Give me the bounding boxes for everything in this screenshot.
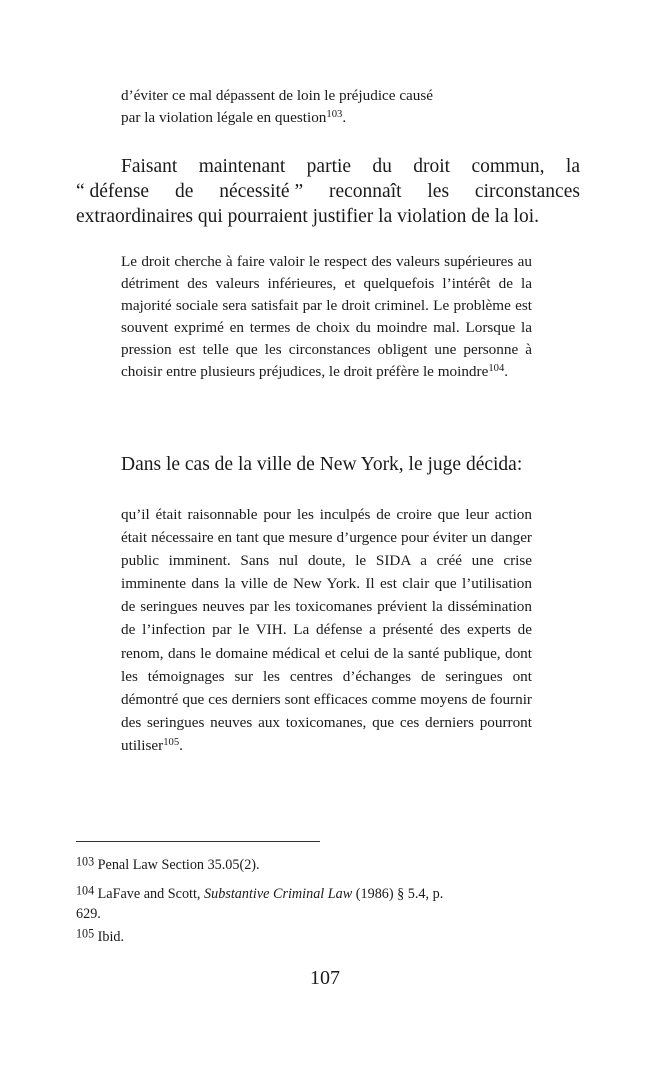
p1-word: circonstances [474, 181, 580, 202]
quote-top-end-punct: . [342, 109, 347, 126]
quote-bottom-end-punct: . [179, 736, 183, 754]
p1-word: de [174, 181, 194, 202]
paragraph-2-text: Dans le cas de la ville de New York, le juge décida: [121, 454, 523, 475]
footnote-104-line-1 [76, 884, 556, 904]
quote-bottom-text: qu’il était raisonnable pour les inculpés de croire que leur action était nécessaire en tant que mesure d’urgence pour éviter un danger public imminent. Sans nul doute, le SIDA a créé une crise imminente dans la ville de New York. Il est clair que l’utilisation de seringues neuves par les toxicomanes prévient la dissémination de l’infection par le VIH. La défense a présenté des experts de renom, dans le domaine médical et celui de la santé publique, dont les témoignages sur les centres d’échanges de seringues ont démontré que ces derniers sont efficaces comme moyens de fournir des seringues neuves aux toxicomanes, que ces derniers pourront utiliser [121, 506, 532, 754]
paragraph-1-line-1 [76, 154, 580, 179]
quote-top-line-2-text: par la violation légale en question [121, 109, 327, 126]
footnote-103 [76, 855, 260, 875]
block-quote-middle [121, 251, 532, 383]
paragraph-1-line-2 [76, 179, 580, 204]
body-paragraph-1 [76, 154, 580, 229]
footnote-number: 105 [76, 926, 95, 941]
body-paragraph-2 [121, 452, 591, 477]
p1-word: les [427, 181, 450, 202]
block-quote-top [121, 85, 532, 129]
footnote-text: Ibid. [97, 929, 125, 945]
p1-word: Faisant [121, 156, 178, 177]
footnote-text-post: (1986) § 5.4, p. [352, 886, 444, 902]
footnote-104-line-2: 629. [76, 906, 101, 922]
p1-word: du [372, 156, 392, 177]
footnote-number: 104 [76, 883, 95, 898]
p1-word: maintenant [198, 156, 286, 177]
p1-word: droit [413, 156, 451, 177]
quote-middle-end-punct: . [504, 363, 509, 380]
quote-top-line-2 [121, 107, 532, 129]
footnote-ref-103[interactable]: 103 [326, 109, 343, 121]
footnote-ref-104[interactable]: 104 [488, 363, 505, 375]
p1-word: partie [306, 156, 352, 177]
quote-middle-text: Le droit cherche à faire valoir le respect des valeurs supérieures au détriment des valeurs inférieures, et quelquefois l’intérêt de la majorité sociale sera satisfait par le droit criminel. Le problème est souvent exprimé en termes de choix du moindre mal. Lorsque la pression est telle que les circonstances obligent une personne à choisir entre plusieurs préjudices, le droit préfère le moindre [121, 253, 532, 380]
footnote-separator [76, 841, 320, 842]
p1-word: la [565, 156, 580, 177]
p1-word: nécessité ” [219, 181, 304, 202]
footnote-text: Penal Law Section 35.05(2). [97, 857, 260, 873]
page-number: 107 [310, 967, 340, 989]
p1-word: commun, [471, 156, 545, 177]
p1-word: “ défense [76, 181, 150, 202]
footnote-book-title: Substantive Criminal Law [204, 886, 353, 902]
footnote-105 [76, 927, 124, 947]
footnote-text-pre: LaFave and Scott, [97, 886, 205, 902]
footnote-104 [76, 884, 556, 924]
paragraph-1-line-3: extraordinaires qui pourraient justifier la violation de la loi. [76, 206, 539, 227]
quote-top-line-1: d’éviter ce mal dépassent de loin le préjudice causé [121, 87, 434, 104]
p1-word: reconnaît [328, 181, 402, 202]
footnote-ref-105[interactable]: 105 [163, 737, 180, 749]
block-quote-bottom [121, 503, 532, 757]
footnote-number: 103 [76, 854, 95, 869]
